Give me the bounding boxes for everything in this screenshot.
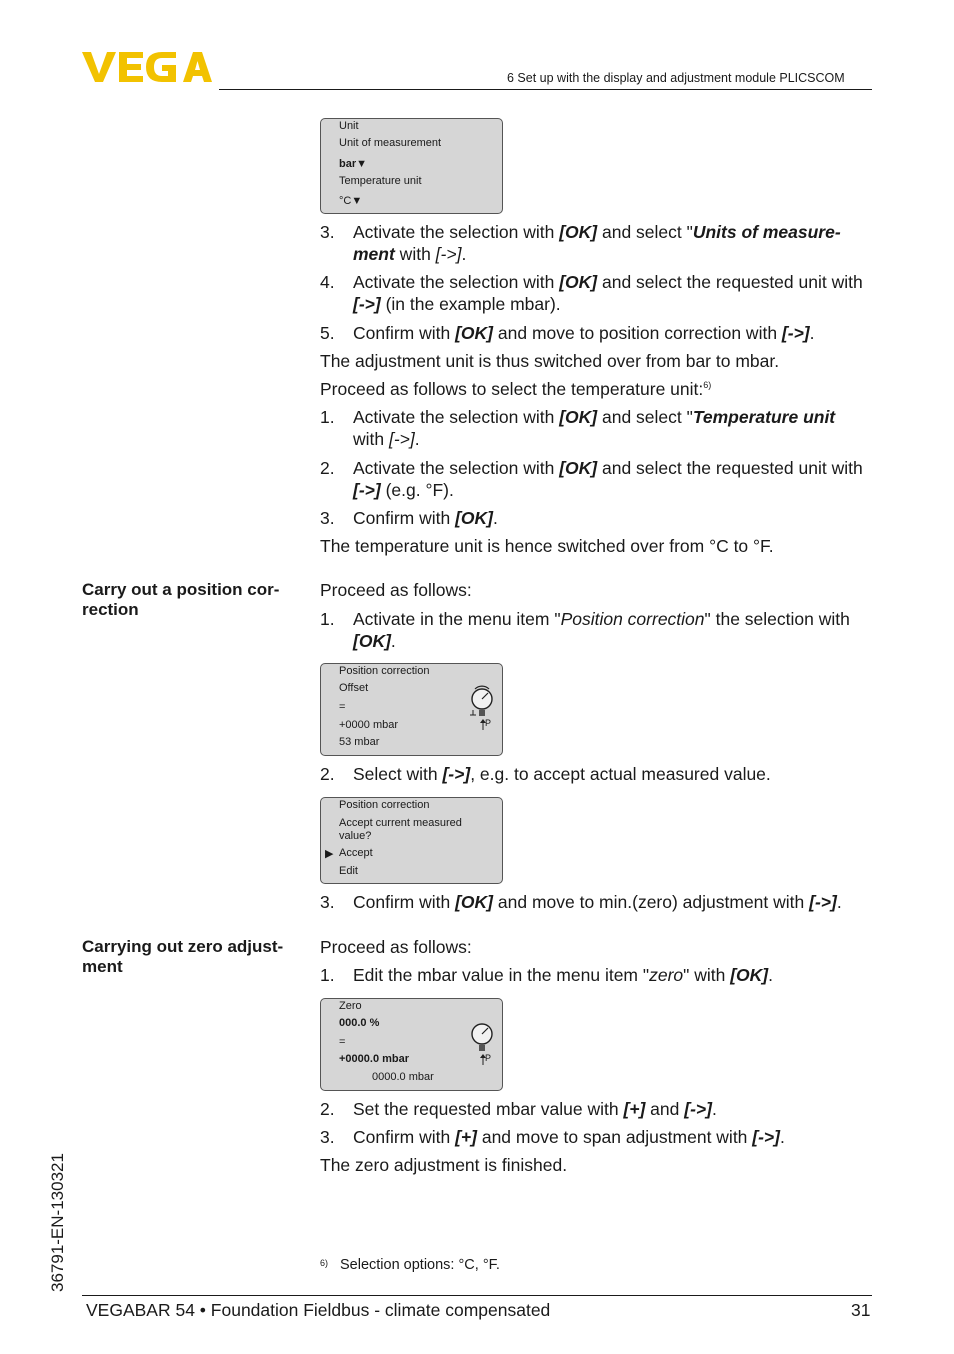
list-number: 1. xyxy=(320,609,335,629)
screen-line: Unit of measurement xyxy=(339,137,442,149)
dropdown-triangle-icon: ▼ xyxy=(356,158,368,170)
pressure-label: P xyxy=(485,1053,492,1063)
screen-value-text: °C xyxy=(339,195,352,207)
list-number: 5. xyxy=(320,323,335,343)
list-number: 1. xyxy=(320,407,335,427)
list-number: 4. xyxy=(320,272,335,292)
screen-title: Position correction xyxy=(339,665,430,677)
paragraph: The temperature unit is hence switched over from °C to °F. xyxy=(320,536,774,556)
list-text: Activate in the menu item "Position correction" the selection with [OK]. xyxy=(353,609,850,651)
display-screen-position-offset xyxy=(320,663,503,756)
display-screen-unit xyxy=(320,118,503,214)
screen-line: 000.0 % xyxy=(339,1017,380,1029)
list-item xyxy=(320,322,880,344)
document-number: 36791-EN-130321 xyxy=(48,1153,67,1292)
footnote-text: Selection options: °C, °F. xyxy=(340,1257,500,1273)
list-text: Activate the selection with [OK] and select "Temperature unit with [->]. xyxy=(353,407,836,449)
screen-title: Zero xyxy=(339,1000,362,1012)
paragraph: The zero adjustment is finished. xyxy=(320,1155,568,1175)
header-section-title: 6 Set up with the display and adjustment module PLICSCOM xyxy=(507,71,845,85)
screen-line: Accept current measured xyxy=(339,817,462,829)
screen-line: +0000.0 mbar xyxy=(339,1053,410,1065)
list-item xyxy=(320,271,880,315)
list-text: Confirm with [OK]. xyxy=(353,508,498,528)
list-item xyxy=(320,221,880,265)
list-text: Confirm with [+] and move to span adjustment with [->]. xyxy=(353,1127,785,1147)
screen-line: value? xyxy=(339,830,372,842)
footnote-mark: 6) xyxy=(320,1258,329,1268)
list-text: Confirm with [OK] and move to position correction with [->]. xyxy=(353,323,815,343)
footer-rule xyxy=(82,1295,872,1296)
paragraph: The adjustment unit is thus switched over from bar to mbar. xyxy=(320,351,780,371)
list-number: 2. xyxy=(320,1099,335,1119)
pressure-gauge-icon xyxy=(467,684,497,732)
list-number: 3. xyxy=(320,1127,335,1147)
display-screen-zero xyxy=(320,998,503,1091)
list-number: 2. xyxy=(320,458,335,478)
pressure-gauge-icon xyxy=(467,1019,497,1067)
header-rule xyxy=(219,89,872,90)
list-text: Select with [->], e.g. to accept actual measured value. xyxy=(353,764,771,784)
footnote-reference: 6) xyxy=(703,380,712,391)
screen-value-celsius xyxy=(339,195,362,207)
list-number: 2. xyxy=(320,764,335,784)
list-number: 3. xyxy=(320,222,335,242)
screen-line: = xyxy=(339,701,346,713)
list-item xyxy=(320,608,880,652)
pressure-label: P xyxy=(485,718,492,728)
list-text: Activate the selection with [OK] and select the requested unit with [->] (e.g. °F). xyxy=(353,458,863,500)
vega-logo xyxy=(82,50,212,89)
screen-title: Unit xyxy=(339,120,359,132)
screen-line: Temperature unit xyxy=(339,175,422,187)
screen-line: = xyxy=(339,1036,346,1048)
side-heading-zero-adjustment: Carrying out zero adjust- ment xyxy=(82,937,284,976)
screen-line: 0000.0 mbar xyxy=(372,1071,434,1083)
selection-arrow-icon: ▶ xyxy=(325,848,334,860)
dropdown-triangle-icon: ▼ xyxy=(351,195,363,207)
display-screen-position-accept xyxy=(320,797,503,884)
screen-option-accept: Accept xyxy=(339,847,373,859)
paragraph: Proceed as follows: xyxy=(320,937,472,957)
list-number: 1. xyxy=(320,965,335,985)
page-number: 31 xyxy=(851,1300,871,1320)
side-heading-position-correction: Carry out a position cor- rection xyxy=(82,580,280,619)
paragraph: Proceed as follows to select the temperature unit:$^{6)}$ xyxy=(320,379,712,399)
screen-option-edit: Edit xyxy=(339,865,358,877)
screen-value-text: bar xyxy=(339,158,357,170)
screen-line: +0000 mbar xyxy=(339,719,399,731)
footer-title: VEGABAR 54 • Foundation Fieldbus - climate compensated xyxy=(86,1300,551,1320)
list-text: Confirm with [OK] and move to min.(zero) adjustment with [->]. xyxy=(353,892,842,912)
list-item xyxy=(320,964,880,986)
screen-title: Position correction xyxy=(339,799,430,811)
list-item xyxy=(320,891,880,913)
list-item xyxy=(320,763,880,785)
list-item xyxy=(320,1126,880,1148)
list-item xyxy=(320,1098,880,1120)
list-text: Set the requested mbar value with [+] and [->]. xyxy=(353,1099,717,1119)
vega-logo-graphic xyxy=(82,50,212,84)
paragraph: Proceed as follows: xyxy=(320,580,472,600)
screen-value-bar xyxy=(339,158,367,170)
list-item xyxy=(320,507,880,529)
list-number: 3. xyxy=(320,508,335,528)
screen-line: 53 mbar xyxy=(339,736,380,748)
screen-line: Offset xyxy=(339,682,369,694)
list-number: 3. xyxy=(320,892,335,912)
list-item xyxy=(320,406,880,450)
list-text: Edit the mbar value in the menu item "zero" with [OK]. xyxy=(353,965,773,985)
list-text: Activate the selection with [OK] and select "Units of measure- ment with [->]. xyxy=(353,222,841,264)
list-item xyxy=(320,457,880,501)
list-text: Activate the selection with [OK] and select the requested unit with [->] (in the example mbar). xyxy=(353,272,863,314)
